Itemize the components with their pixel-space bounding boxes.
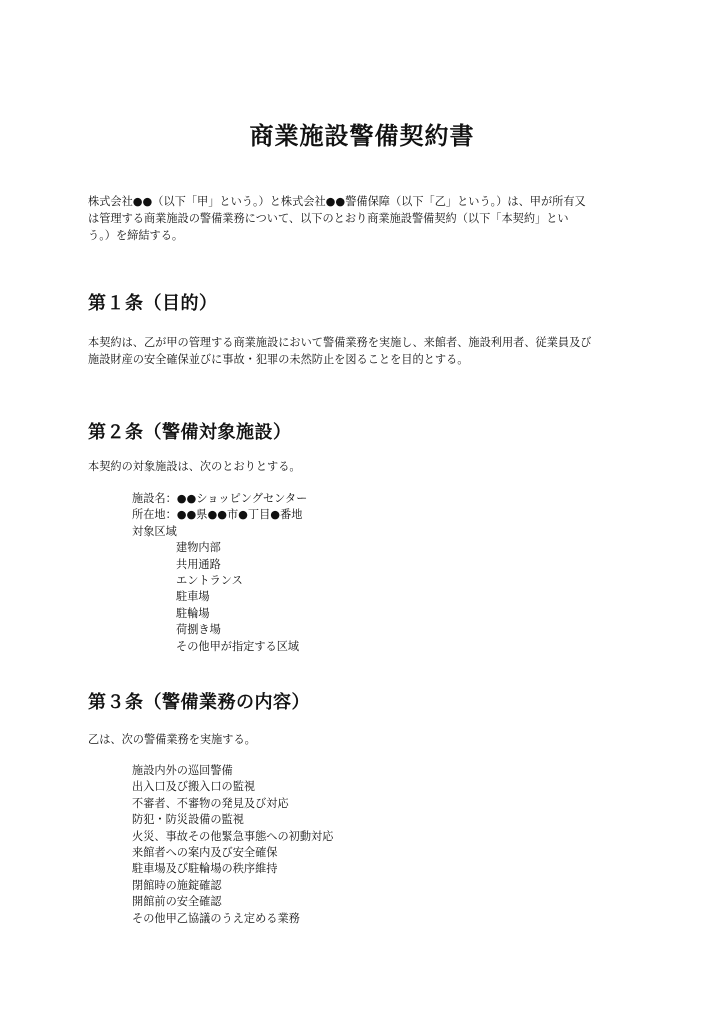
duty-item: 防犯・防災設備の監視: [132, 813, 244, 827]
duty-item: 駐車場及び駐輪場の秩序維持: [132, 862, 278, 876]
article1-heading: 第１条（目的）: [88, 293, 218, 314]
article3-heading: 第３条（警備業務の内容）: [88, 692, 310, 713]
duty-item: 閉館時の施錠確認: [132, 878, 222, 892]
preamble-line: 株式会社●●（以下「甲」という。）と株式会社●●警備保障（以下「乙」という。）は、甲が所有又: [88, 195, 586, 208]
article3-intro-text: 乙は、次の警備業務を実施する。: [88, 733, 256, 746]
article2-intro: [88, 459, 648, 476]
duty-item: 開館前の安全確認: [132, 895, 222, 909]
preamble: [88, 194, 648, 244]
target-area-item: 共用通路: [176, 557, 221, 571]
target-area-label: 対象区域: [132, 524, 177, 538]
target-area-list: [132, 540, 307, 655]
article2-heading: 第２条（警備対象施設）: [88, 422, 292, 443]
article3-duties: [132, 763, 333, 927]
facility-location: 所在地：●●県●●市●丁目●番地: [132, 508, 303, 522]
facility-name: 施設名：●●ショッピングセンター: [132, 492, 308, 505]
duty-item: 不審者、不審物の発見及び対応: [132, 796, 289, 810]
article3-intro: [88, 732, 648, 749]
duty-item: 火災、事故その他緊急事態への初動対応: [132, 829, 334, 843]
document-title: 商業施設警備契約書: [249, 122, 475, 150]
target-area-item: エントランス: [176, 574, 243, 588]
duty-item: 施設内外の巡回警備: [132, 764, 233, 777]
duty-item: 来館者への案内及び安全確保: [132, 846, 278, 860]
article1-body: [88, 335, 648, 369]
target-area-item: 建物内部: [176, 541, 221, 555]
preamble-line: う。）を締結する。: [88, 228, 184, 242]
duty-item: 出入口及び搬入口の監視: [132, 780, 256, 794]
article2-intro-text: 本契約の対象施設は、次のとおりとする。: [88, 460, 301, 473]
target-area-item: 荷捌き場: [176, 623, 221, 637]
target-area-group: [132, 540, 307, 655]
article2-details: [132, 491, 307, 655]
article1-line: 施設財産の安全確保並びに事故・犯罪の未然防止を図ることを目的とする。: [88, 352, 469, 366]
preamble-line: は管理する商業施設の警備業務について、以下のとおり商業施設警備契約（以下「本契約」とい: [88, 211, 569, 225]
article1-line: 本契約は、乙が甲の管理する商業施設において警備業務を実施し、来館者、施設利用者、従業員及び: [88, 336, 592, 349]
duty-item: その他甲乙協議のうえ定める業務: [132, 911, 300, 925]
target-area-item: 駐車場: [176, 590, 210, 604]
target-area-item: 駐輪場: [176, 606, 210, 620]
target-area-item: その他甲が指定する区域: [176, 639, 300, 653]
